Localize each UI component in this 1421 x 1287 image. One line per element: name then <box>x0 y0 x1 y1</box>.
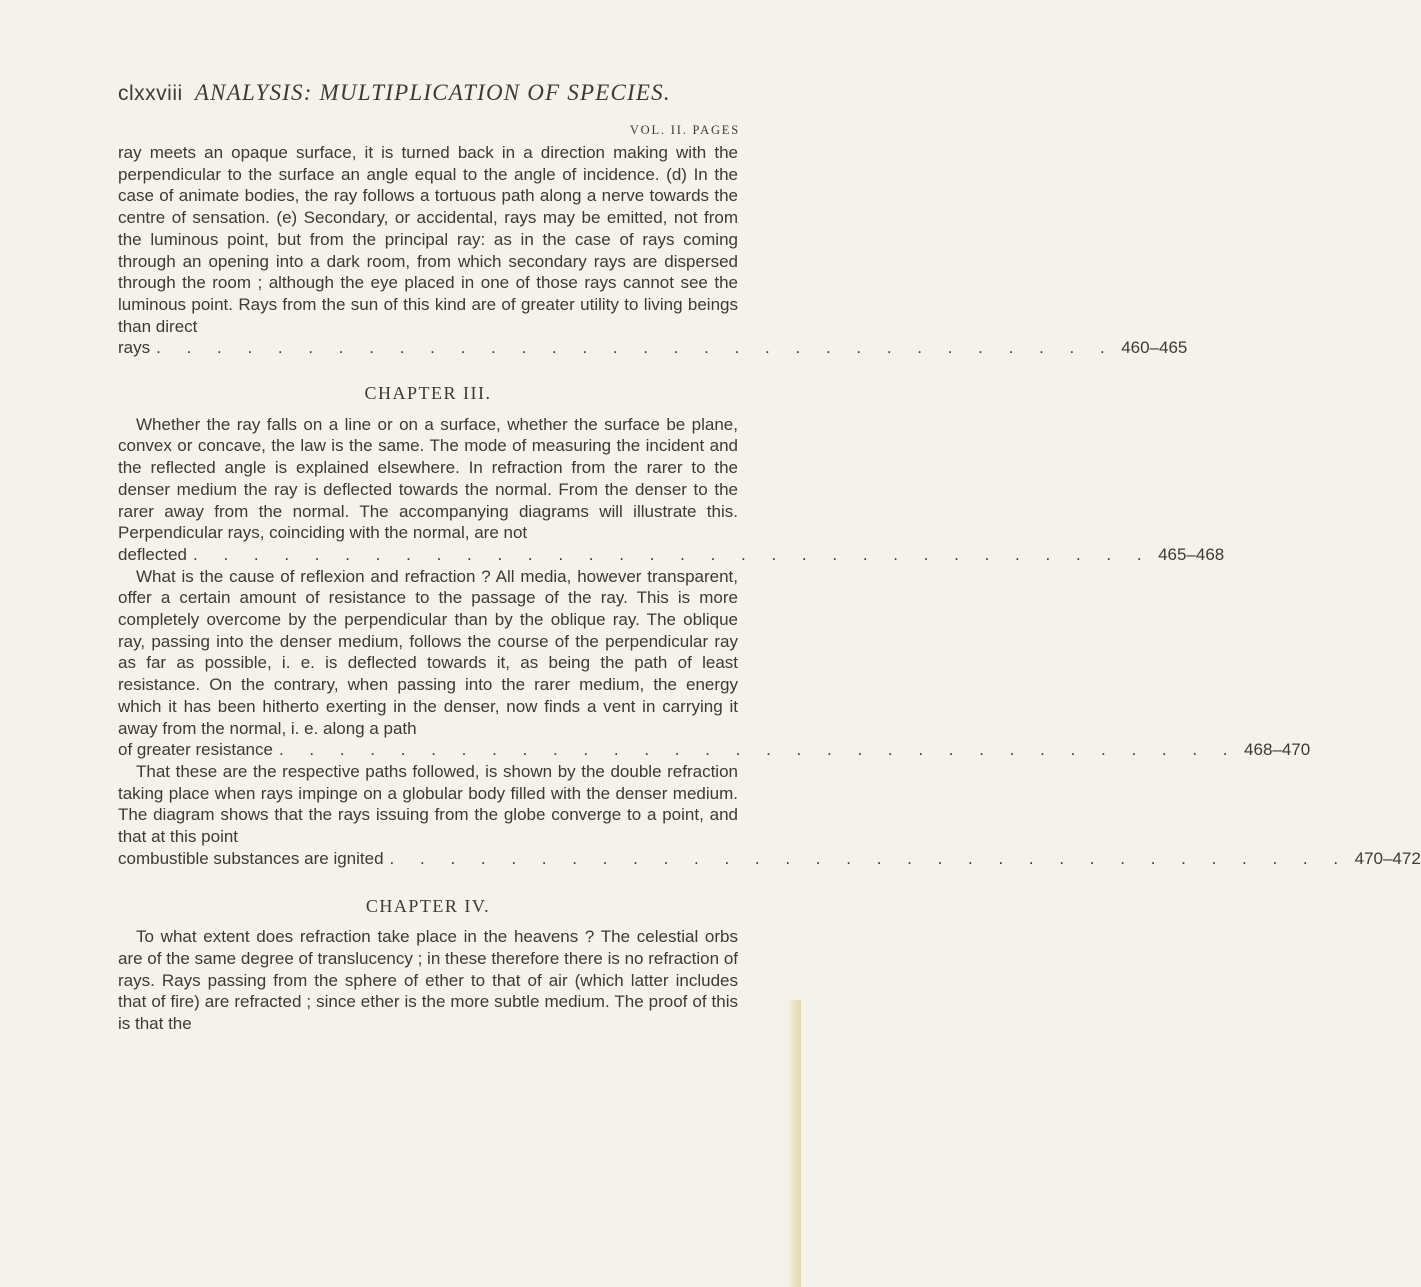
leader-text: deflected <box>118 544 187 564</box>
page-range: 468–470 <box>1244 740 1311 760</box>
dot-leader: . . . . . . . . . . . . . . . . . . . . . . . . . . . . . . . . <box>278 740 1239 760</box>
leader-text: combustible substances are ignited <box>118 848 384 868</box>
leader-text: of greater resistance <box>118 740 273 760</box>
page-edge-stain <box>787 1000 801 1287</box>
page-range: 470–472 <box>1354 848 1421 868</box>
page-number: clxxviii <box>118 82 183 105</box>
chapter3-p2-leader-line <box>118 739 1311 761</box>
dot-leader: . . . . . . . . . . . . . . . . . . . . . . . . . . . . . . . . <box>389 848 1349 868</box>
chapter-heading: CHAPTER IV. <box>365 895 491 916</box>
leader-text: rays <box>118 338 151 358</box>
intro-leader-line <box>118 337 1188 359</box>
running-head <box>118 80 758 106</box>
chapter-heading: CHAPTER III. <box>364 383 492 404</box>
page-range: 465–468 <box>1158 544 1225 564</box>
chapter3-paragraph-3: That these are the respective paths followed, is shown by the double refraction taking place when rays impinge on a globular body filled with the denser medium. The diagram shows that the rays issuing from the globe converge to a point, and that at this point <box>118 761 738 847</box>
chapter3-paragraph-1: Whether the ray falls on a line or on a surface, whether the surface be plane, convex or concave, the law is the same. The mode of measuring the incident and the reflected angle is explained elsewhere. In refraction from the rarer to the denser medium the ray is deflected towards the normal. From the denser to the rarer away from the normal. The accompanying diagrams will illustrate this. Perpendicular rays, coinciding with the normal, are not <box>118 414 738 543</box>
page-range: 460–465 <box>1121 338 1188 358</box>
chapter3-paragraph-2: What is the cause of reflexion and refraction ? All media, however transparent, offer a certain amount of resistance to the passage of the ray. This is more completely overcome by the perpendicular than by the oblique ray. The oblique ray, passing into the denser medium, follows the course of the perpendicular ray as far as possible, i. e. is deflected towards it, as being the path of least resistance. On the contrary, when passing into the rarer medium, the energy which it has been hitherto exerting in the denser, now finds a vent in carrying it away from the normal, i. e. along a path <box>118 566 738 738</box>
chapter4-paragraph-1: To what extent does refraction take place in the heavens ? The celestial orbs are of the same degree of translucency ; in these therefore there is no refraction of rays. Rays passing from the sphere of ether to that of air (which latter includes that of fire) are refracted ; since ether is the more subtle medium. The proof of this is that the <box>118 927 738 1034</box>
running-title: ANALYSIS: MULTIPLICATION OF SPECIES. <box>194 80 671 105</box>
body-text <box>118 142 1421 1035</box>
chapter3-p1-leader-line <box>118 544 1225 566</box>
pages-column-label: VOL. II. PAGES <box>629 123 740 137</box>
chapter3-p3-leader-line <box>118 848 1421 870</box>
dot-leader: . . . . . . . . . . . . . . . . . . . . . . . . . . . . . . . . <box>156 338 1116 358</box>
intro-paragraph: ray meets an opaque surface, it is turned back in a direction making with the perpendicular to the surface an angle equal to the angle of incidence. (d) In the case of animate bodies, the ray follows a tortuous path along a nerve towards the centre of sensation. (e) Secondary, or accidental, rays may be emitted, not from the luminous point, but from the principal ray: as in the case of rays coming through an opening into a dark room, from which secondary rays are dispersed through the room ; although the eye placed in one of those rays cannot see the luminous point. Rays from the sun of this kind are of greater utility to living beings than direct <box>118 143 738 336</box>
dot-leader: . . . . . . . . . . . . . . . . . . . . . . . . . . . . . . . . <box>193 544 1153 564</box>
